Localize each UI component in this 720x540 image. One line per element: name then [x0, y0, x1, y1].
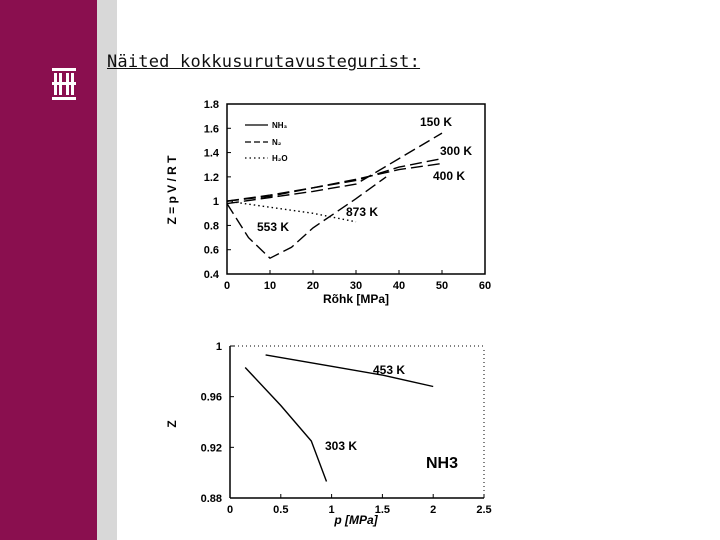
chart-1-xtick-label: 0	[223, 280, 231, 292]
chart-1-ylabel: Z = p V / R T	[165, 155, 179, 225]
series-line-873-k	[227, 201, 356, 222]
chart-2	[165, 341, 492, 527]
series-line-303-k	[245, 368, 326, 482]
chart-1-ytick-label: 0.4	[203, 269, 219, 281]
series-line-400-k	[227, 164, 442, 202]
legend-label-n2: N₂	[272, 138, 282, 147]
slide-title: Näited kokkusurutavustegurist:	[107, 52, 421, 72]
chart-1-xtick-label: 50	[435, 280, 449, 292]
series-line-453-k	[266, 355, 434, 387]
chart-2-xlabel: p [MPa]	[334, 513, 378, 527]
series-label-873-k: 873 K	[346, 205, 379, 219]
chart-2-ytick-label: 0.96	[200, 391, 222, 404]
chart-2-xtick-label: 2.5	[476, 504, 492, 516]
series-label-400-k: 400 K	[433, 169, 466, 183]
chart-2-xtick-label: 2	[430, 504, 437, 516]
chart-1-xtick-label: 40	[392, 280, 406, 292]
series-label-303-k: 303 K	[325, 439, 358, 453]
chart-2-xtick-label: 1	[328, 504, 335, 516]
chart-1-legend	[242, 115, 292, 167]
chart-2-ylabel: Z	[165, 420, 179, 428]
chart-1-xtick-label: 60	[478, 280, 492, 292]
chart-1-ytick-label: 1.2	[203, 171, 219, 184]
chart-2-xtick-label: 0	[226, 504, 234, 516]
series-label-300-k: 300 K	[440, 144, 473, 158]
chart-1-ytick-label: 0.8	[203, 220, 219, 233]
legend-label-h2o: H₂O	[272, 154, 288, 163]
chart-1-ytick-label: 0.6	[203, 244, 219, 257]
chart-2-xtick-label: 1.5	[374, 504, 391, 516]
series-label-553-k: 553 K	[257, 220, 290, 234]
chart-2-title: NH3	[426, 455, 459, 472]
chart-1-ytick-label: 1	[212, 196, 219, 209]
chart-1-xtick-label: 30	[349, 280, 363, 292]
chart-1	[165, 99, 491, 306]
legend-label-nh3: NH₃	[272, 121, 288, 130]
chart-2-ytick-label: 0.88	[200, 493, 222, 505]
chart-2-ytick-label: 1	[215, 341, 222, 353]
series-label-150-k: 150 K	[420, 115, 453, 129]
chart-2-ytick-label: 0.92	[200, 442, 222, 455]
chart-1-xlabel: Rõhk [MPa]	[323, 292, 389, 306]
chart-1-ytick-label: 1.6	[203, 123, 219, 136]
chart-1-ytick-label: 1.8	[203, 99, 219, 111]
series-label-453-k: 453 K	[373, 363, 406, 377]
chart-1-ytick-label: 1.4	[203, 147, 219, 160]
chart-2-xtick-label: 0.5	[273, 504, 289, 516]
chart-1-xtick-label: 20	[306, 280, 320, 292]
chart-1-xtick-label: 10	[263, 280, 277, 292]
